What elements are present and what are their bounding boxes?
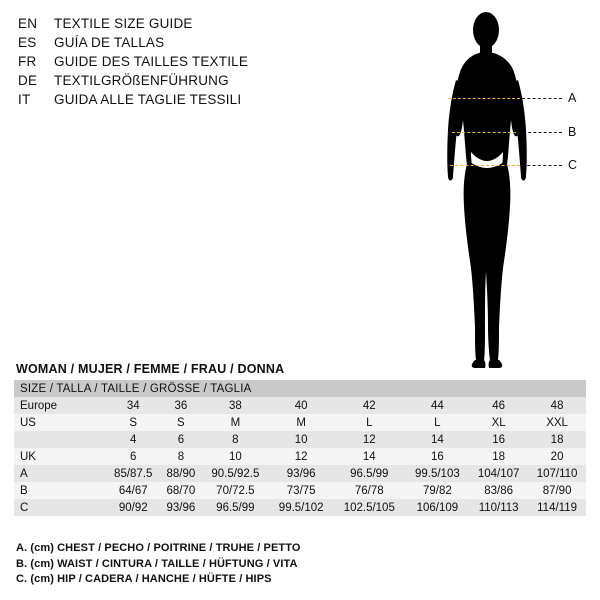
cell: 87/90 xyxy=(542,484,572,497)
cell: S xyxy=(129,416,138,429)
language-titles xyxy=(18,14,318,109)
cell: 36 xyxy=(174,399,188,412)
row-label xyxy=(14,431,106,448)
cell: XXL xyxy=(546,416,568,429)
cell: 10 xyxy=(294,433,308,446)
size-table xyxy=(14,380,586,516)
cell: 102.5/105 xyxy=(343,501,395,514)
table-row xyxy=(14,465,586,482)
cell: 46 xyxy=(492,399,506,412)
cell: 20 xyxy=(550,450,564,463)
cell: 4 xyxy=(130,433,137,446)
cell: 85/87.5 xyxy=(114,467,153,480)
title-text: TEXTILE SIZE GUIDE xyxy=(54,16,193,31)
cell: 10 xyxy=(228,450,242,463)
cell: 40 xyxy=(294,399,308,412)
cell: M xyxy=(230,416,241,429)
size-table-body xyxy=(14,397,586,516)
cell: 64/67 xyxy=(118,484,148,497)
section-header: WOMAN / MUJER / FEMME / FRAU / DONNA xyxy=(16,362,285,376)
measurement-label-c: C xyxy=(568,158,578,172)
cell: 8 xyxy=(177,450,185,463)
note-c: C. (cm) HIP / CADERA / HANCHE / HÜFTE / HIPS xyxy=(16,573,272,585)
table-row xyxy=(14,499,586,516)
cell: 6 xyxy=(177,433,185,446)
table-row xyxy=(14,448,586,465)
note-b: B. (cm) WAIST / CINTURA / TAILLE / HÜFTUNG / VITA xyxy=(16,557,298,570)
table-header-row xyxy=(14,380,586,397)
female-body-silhouette-icon xyxy=(430,10,590,370)
cell: 79/82 xyxy=(422,484,452,497)
measurement-label-a: A xyxy=(568,91,577,105)
cell: L xyxy=(366,416,373,429)
cell: 16 xyxy=(492,433,506,446)
cell: 93/96 xyxy=(286,467,316,480)
cell: 70/72.5 xyxy=(216,484,255,497)
cell: 48 xyxy=(550,399,564,412)
cell: 44 xyxy=(430,399,444,412)
cell: 114/119 xyxy=(537,501,578,514)
measurement-line-c xyxy=(450,165,520,166)
title-row xyxy=(18,33,318,52)
cell: 107/110 xyxy=(536,467,578,480)
table-row xyxy=(14,482,586,499)
row-label: UK xyxy=(20,450,36,463)
title-row xyxy=(18,71,318,90)
cell: 12 xyxy=(294,450,308,463)
cell: 8 xyxy=(232,433,239,446)
measurement-line-b-extension xyxy=(518,132,562,133)
cell: 73/75 xyxy=(286,484,316,497)
cell: 83/86 xyxy=(484,484,514,497)
language-code: FR xyxy=(18,54,37,69)
size-table-head xyxy=(14,380,586,397)
cell: L xyxy=(434,416,441,429)
row-label: A xyxy=(20,467,28,480)
row-label: B xyxy=(20,484,28,497)
female-silhouette-figure xyxy=(430,10,590,370)
cell: 96.5/99 xyxy=(216,501,255,514)
cell: 106/109 xyxy=(416,501,459,514)
measurement-line-a xyxy=(448,98,520,99)
cell: 104/107 xyxy=(477,467,520,480)
measurement-notes xyxy=(16,541,301,588)
row-label: Europe xyxy=(20,399,58,412)
title-row xyxy=(18,14,318,33)
cell: 14 xyxy=(430,433,444,446)
title-row xyxy=(18,90,318,109)
table-row xyxy=(14,431,586,448)
measurement-line-c-extension xyxy=(522,165,562,166)
title-text: GUÍA DE TALLAS xyxy=(54,35,165,50)
cell: 18 xyxy=(492,450,506,463)
cell: 99.5/103 xyxy=(414,467,460,480)
cell: S xyxy=(177,416,185,429)
cell: 88/90 xyxy=(166,467,196,480)
cell: 34 xyxy=(126,399,140,412)
cell: 12 xyxy=(362,433,376,446)
measurement-line-b xyxy=(452,132,516,133)
table-row xyxy=(14,414,586,431)
language-code: ES xyxy=(18,35,37,50)
cell: 110/113 xyxy=(478,501,519,514)
cell: 6 xyxy=(130,450,137,463)
cell: 99.5/102 xyxy=(278,501,324,514)
cell: XL xyxy=(491,416,506,429)
note-a: A. (cm) CHEST / PECHO / POITRINE / TRUHE / PETTO xyxy=(16,542,301,554)
cell: M xyxy=(296,416,306,429)
row-label: US xyxy=(20,416,36,429)
language-code: EN xyxy=(18,16,38,31)
title-text: GUIDA ALLE TAGLIE TESSILI xyxy=(54,92,242,107)
measurement-line-a-extension xyxy=(522,98,562,99)
language-code: IT xyxy=(18,92,31,107)
cell: 18 xyxy=(550,433,564,446)
cell: 42 xyxy=(362,399,376,412)
cell: 90/92 xyxy=(118,501,148,514)
cell: 14 xyxy=(362,450,376,463)
cell: 96.5/99 xyxy=(350,467,389,480)
cell: 68/70 xyxy=(166,484,196,497)
row-label: C xyxy=(20,501,29,514)
cell: 38 xyxy=(228,399,242,412)
cell: 93/96 xyxy=(166,501,196,514)
cell: 16 xyxy=(430,450,444,463)
language-code: DE xyxy=(18,73,38,88)
title-text: TEXTILGRÖßENFÜHRUNG xyxy=(54,73,229,88)
cell: 90.5/92.5 xyxy=(211,467,260,480)
table-row xyxy=(14,397,586,414)
measurement-label-b: B xyxy=(568,125,577,139)
title-row xyxy=(18,52,318,71)
size-table-wrap xyxy=(14,380,586,516)
size-table-title: SIZE / TALLA / TAILLE / GRÖSSE / TAGLIA xyxy=(20,382,252,395)
cell: 76/78 xyxy=(354,484,384,497)
title-text: GUIDE DES TAILLES TEXTILE xyxy=(54,54,249,69)
